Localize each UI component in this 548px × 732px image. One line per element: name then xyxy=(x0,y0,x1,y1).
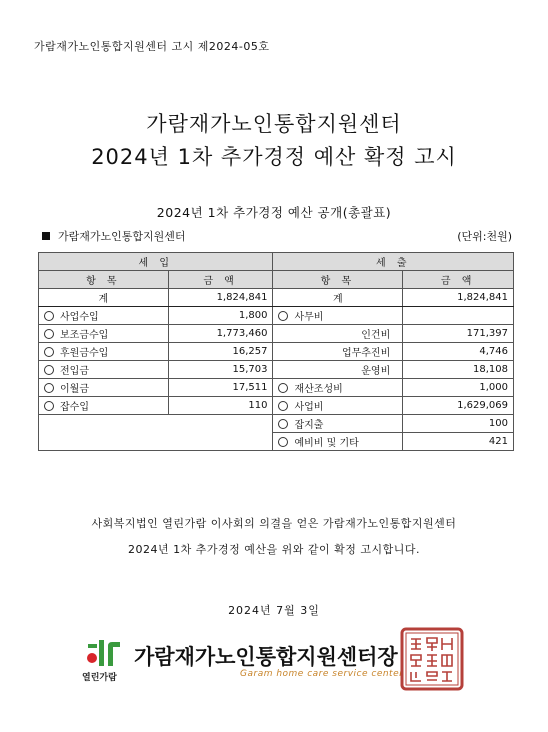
table-row xyxy=(39,343,514,361)
circle-bullet-icon xyxy=(44,347,54,357)
income-item: 사업수입 xyxy=(39,307,169,325)
table-subtitle: 2024년 1차 추가경정 예산 공개(총괄표) xyxy=(156,205,392,220)
circle-bullet-icon xyxy=(278,311,288,321)
income-total-amount: 1,824,841 xyxy=(168,289,273,307)
income-item: 잡수입 xyxy=(39,397,169,415)
circle-bullet-icon xyxy=(44,383,54,393)
org-name-english: Garam home care service center xyxy=(240,669,404,679)
expense-item: 재산조성비 xyxy=(273,379,403,397)
income-item: 전입금 xyxy=(39,361,169,379)
income-item: 보조금수입 xyxy=(39,325,169,343)
table-header-row xyxy=(39,253,514,271)
expense-amount: 1,629,069 xyxy=(403,397,514,415)
expense-amount xyxy=(403,307,514,325)
page-title-line1: 가람재가노인통합지원센터 xyxy=(146,112,402,136)
seal-glyph xyxy=(442,655,452,666)
table-subheader-row xyxy=(39,271,514,289)
circle-bullet-icon xyxy=(278,437,288,447)
income-item: 이월금 xyxy=(39,379,169,397)
unit-label: (단위:천원) xyxy=(457,230,512,243)
circle-bullet-icon xyxy=(44,365,54,375)
circle-bullet-icon xyxy=(44,311,54,321)
logo-hook-green xyxy=(108,642,120,666)
expense-total-amount: 1,824,841 xyxy=(403,289,514,307)
circle-bullet-icon xyxy=(44,329,54,339)
budget-table xyxy=(38,252,514,451)
expense-amount: 421 xyxy=(403,433,514,451)
circle-bullet-icon xyxy=(278,401,288,411)
circle-bullet-icon xyxy=(278,419,288,429)
logo-dot-red xyxy=(87,653,97,663)
expense-amount: 18,108 xyxy=(403,361,514,379)
expense-amount: 4,746 xyxy=(403,343,514,361)
seal-glyph xyxy=(411,639,421,649)
expense-amount: 100 xyxy=(403,415,514,433)
org-name: 가람재가노인통합지원센터장 xyxy=(134,645,398,669)
expense-amount: 1,000 xyxy=(403,379,514,397)
income-amount: 15,703 xyxy=(168,361,273,379)
expense-item: 예비비 및 기타 xyxy=(273,433,403,451)
expense-sub-item: 인건비 xyxy=(273,325,403,343)
income-amount: 1,773,460 xyxy=(168,325,273,343)
org-line-text: 가람재가노인통합지원센터 xyxy=(58,230,186,243)
circle-bullet-icon xyxy=(44,401,54,411)
seal-glyph xyxy=(442,638,452,650)
expense-sub-item: 업무추진비 xyxy=(273,343,403,361)
table-row xyxy=(39,397,514,415)
seal-glyph xyxy=(411,655,421,666)
expense-header: 세 출 xyxy=(273,253,514,271)
table-row xyxy=(39,415,514,433)
square-bullet-icon xyxy=(42,232,50,240)
seal-glyphs xyxy=(411,638,452,681)
seal-glyph xyxy=(442,672,452,681)
income-amount: 110 xyxy=(168,397,273,415)
expense-item-header: 항 목 xyxy=(273,271,403,289)
body-text-line1: 사회복지법인 열린가람 이사회의 의결을 얻은 가람재가노인통합지원센터 xyxy=(91,517,457,530)
table-row xyxy=(39,307,514,325)
logo-stem-green xyxy=(99,640,104,666)
income-amount: 17,511 xyxy=(168,379,273,397)
income-item: 후원금수입 xyxy=(39,343,169,361)
expense-item: 사무비 xyxy=(273,307,403,325)
table-row xyxy=(39,361,514,379)
expense-amount-header: 금 액 xyxy=(403,271,514,289)
body-text-line2: 2024년 1차 추가경정 예산을 위와 같이 확정 고시합니다. xyxy=(128,543,420,556)
page-title-line2: 2024년 1차 추가경정 예산 확정 고시 xyxy=(91,145,457,169)
expense-item: 사업비 xyxy=(273,397,403,415)
document-number: 가람재가노인통합지원센터 고시 제2024-05호 xyxy=(34,40,270,53)
org-line xyxy=(42,228,186,244)
seal-glyph xyxy=(427,655,437,666)
income-header: 세 입 xyxy=(39,253,273,271)
table-row xyxy=(39,325,514,343)
logo-stroke-green xyxy=(88,644,97,648)
expense-total-label: 계 xyxy=(273,289,403,307)
expense-amount: 171,397 xyxy=(403,325,514,343)
income-amount-header: 금 액 xyxy=(168,271,273,289)
income-total-label: 계 xyxy=(39,289,169,307)
seal-glyph xyxy=(427,638,437,651)
garam-logo-icon xyxy=(84,638,124,668)
empty-income-cell xyxy=(39,415,273,451)
announcement-date: 2024년 7월 3일 xyxy=(228,604,320,617)
seal-glyph xyxy=(411,672,421,681)
total-row xyxy=(39,289,514,307)
official-seal-icon xyxy=(400,627,464,691)
logo-text: 열린가람 xyxy=(82,673,117,683)
circle-bullet-icon xyxy=(278,383,288,393)
income-amount: 1,800 xyxy=(168,307,273,325)
seal-glyph xyxy=(427,672,437,680)
income-amount: 16,257 xyxy=(168,343,273,361)
expense-item: 잡지출 xyxy=(273,415,403,433)
table-row xyxy=(39,379,514,397)
expense-sub-item: 운영비 xyxy=(273,361,403,379)
income-item-header: 항 목 xyxy=(39,271,169,289)
